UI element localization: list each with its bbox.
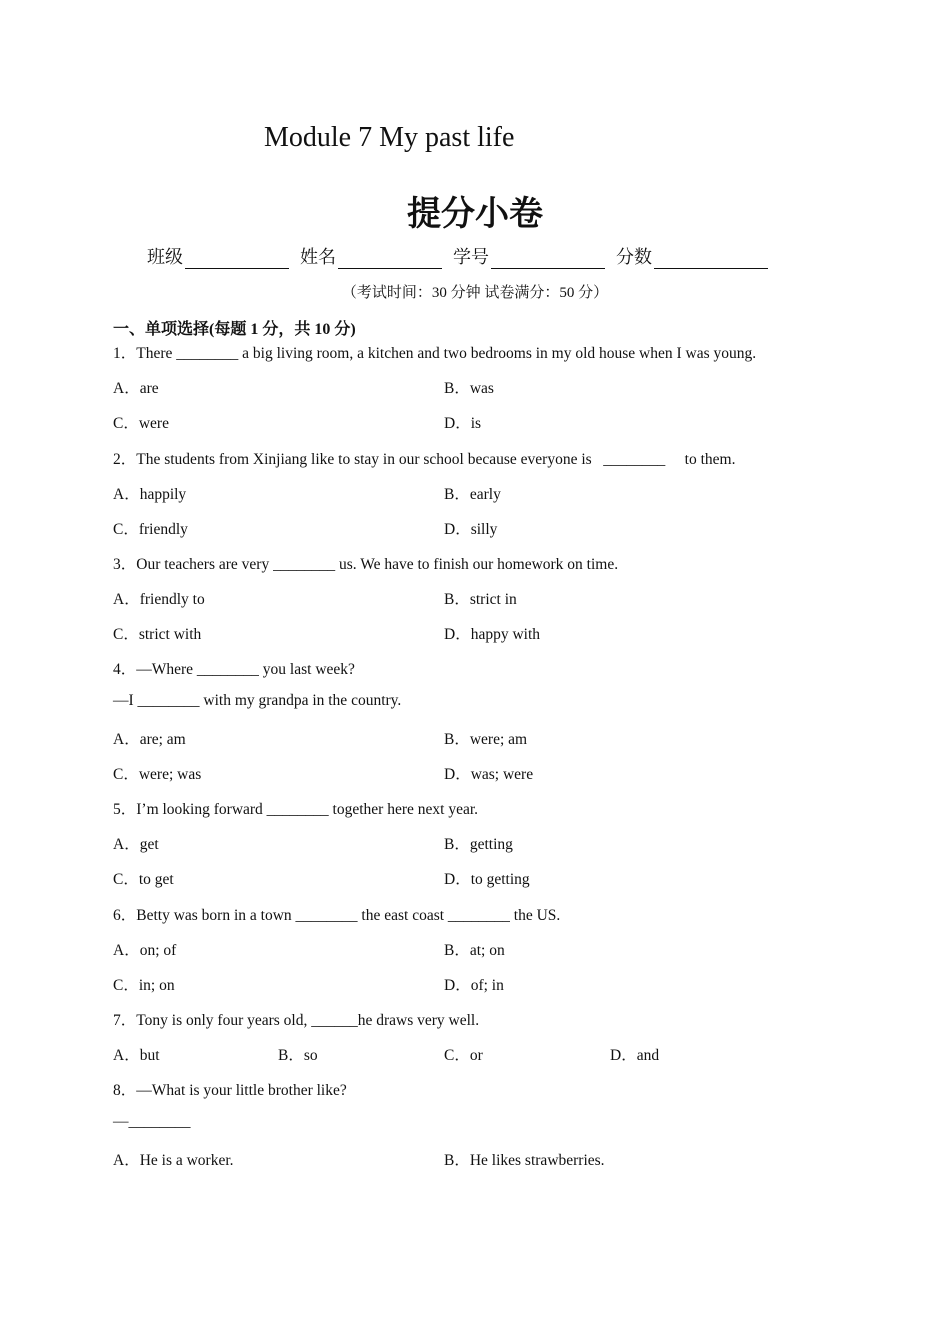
question-8-option-a[interactable]: A．He is a worker. bbox=[113, 1152, 234, 1169]
question-5-option-c[interactable]: C．to get bbox=[113, 871, 174, 888]
question-6-option-a[interactable]: A．on; of bbox=[113, 942, 177, 959]
question-5-stem: 5．I’m looking forward ________ together here next year. bbox=[113, 801, 479, 818]
question-8-option-b[interactable]: B．He likes strawberries. bbox=[444, 1152, 605, 1169]
question-2-option-b[interactable]: B．early bbox=[444, 486, 501, 503]
question-4-option-a[interactable]: A．are; am bbox=[113, 731, 186, 748]
question-6-option-d[interactable]: D．of; in bbox=[444, 977, 504, 994]
question-7-option-a[interactable]: A．but bbox=[113, 1047, 160, 1064]
question-3-option-c[interactable]: C．strict with bbox=[113, 626, 202, 643]
name-blank[interactable] bbox=[338, 250, 442, 269]
section-title: 一、单项选择(每题 1 分，共 10 分) bbox=[113, 321, 356, 338]
name-label: 姓名 bbox=[300, 247, 336, 267]
question-6-stem: 6．Betty was born in a town ________ the east coast ________ the US. bbox=[113, 907, 561, 924]
question-1-option-d[interactable]: D．is bbox=[444, 415, 482, 432]
student-id-label: 学号 bbox=[453, 247, 489, 267]
question-7-option-d[interactable]: D．and bbox=[610, 1047, 660, 1064]
class-blank[interactable] bbox=[185, 250, 289, 269]
question-3-option-d[interactable]: D．happy with bbox=[444, 626, 541, 643]
question-3-option-a[interactable]: A．friendly to bbox=[113, 591, 205, 608]
score-label: 分数 bbox=[616, 247, 652, 267]
class-label: 班级 bbox=[147, 247, 183, 267]
exam-meta: （考试时间：30 分钟 试卷满分：50 分） bbox=[341, 285, 609, 301]
question-3-stem: 3．Our teachers are very ________ us. We have to finish our homework on time. bbox=[113, 556, 619, 573]
question-7-option-b[interactable]: B．so bbox=[278, 1047, 318, 1064]
question-1-option-b[interactable]: B．was bbox=[444, 380, 494, 397]
question-3-option-b[interactable]: B．strict in bbox=[444, 591, 517, 608]
question-1-option-a[interactable]: A．are bbox=[113, 380, 159, 397]
question-2-option-d[interactable]: D．silly bbox=[444, 521, 498, 538]
question-4-option-b[interactable]: B．were; am bbox=[444, 731, 528, 748]
question-1-stem: 1．There ________ a big living room, a kitchen and two bedrooms in my old house when I was young. bbox=[113, 345, 757, 362]
question-4-stem: 4．—Where ________ you last week? bbox=[113, 661, 355, 678]
question-4-stem-2: —I ________ with my grandpa in the country. bbox=[113, 692, 402, 709]
question-5-option-a[interactable]: A．get bbox=[113, 836, 159, 853]
question-8-stem: 8．—What is your little brother like? bbox=[113, 1082, 347, 1099]
name-field bbox=[300, 243, 442, 269]
question-7-stem: 7．Tony is only four years old, ______he draws very well. bbox=[113, 1012, 480, 1029]
question-7-option-c[interactable]: C．or bbox=[444, 1047, 483, 1064]
question-6-option-c[interactable]: C．in; on bbox=[113, 977, 175, 994]
question-1-option-c[interactable]: C．were bbox=[113, 415, 169, 432]
question-4-option-c[interactable]: C．were; was bbox=[113, 766, 202, 783]
question-5-option-d[interactable]: D．to getting bbox=[444, 871, 530, 888]
question-2-stem: 2．The students from Xinjiang like to stay in our school because everyone is ________ to them. bbox=[113, 451, 736, 468]
score-blank[interactable] bbox=[654, 250, 768, 269]
question-2-option-a[interactable]: A．happily bbox=[113, 486, 187, 503]
module-title: Module 7 My past life bbox=[264, 122, 515, 153]
question-4-option-d[interactable]: D．was; were bbox=[444, 766, 534, 783]
question-5-option-b[interactable]: B．getting bbox=[444, 836, 513, 853]
score-field bbox=[616, 243, 768, 269]
question-6-option-b[interactable]: B．at; on bbox=[444, 942, 505, 959]
question-8-stem-2: —________ bbox=[113, 1113, 191, 1130]
student-id-field bbox=[453, 243, 605, 269]
class-field bbox=[147, 243, 289, 269]
student-id-blank[interactable] bbox=[491, 250, 605, 269]
paper-title: 提分小卷 bbox=[407, 196, 543, 233]
question-2-option-c[interactable]: C．friendly bbox=[113, 521, 188, 538]
